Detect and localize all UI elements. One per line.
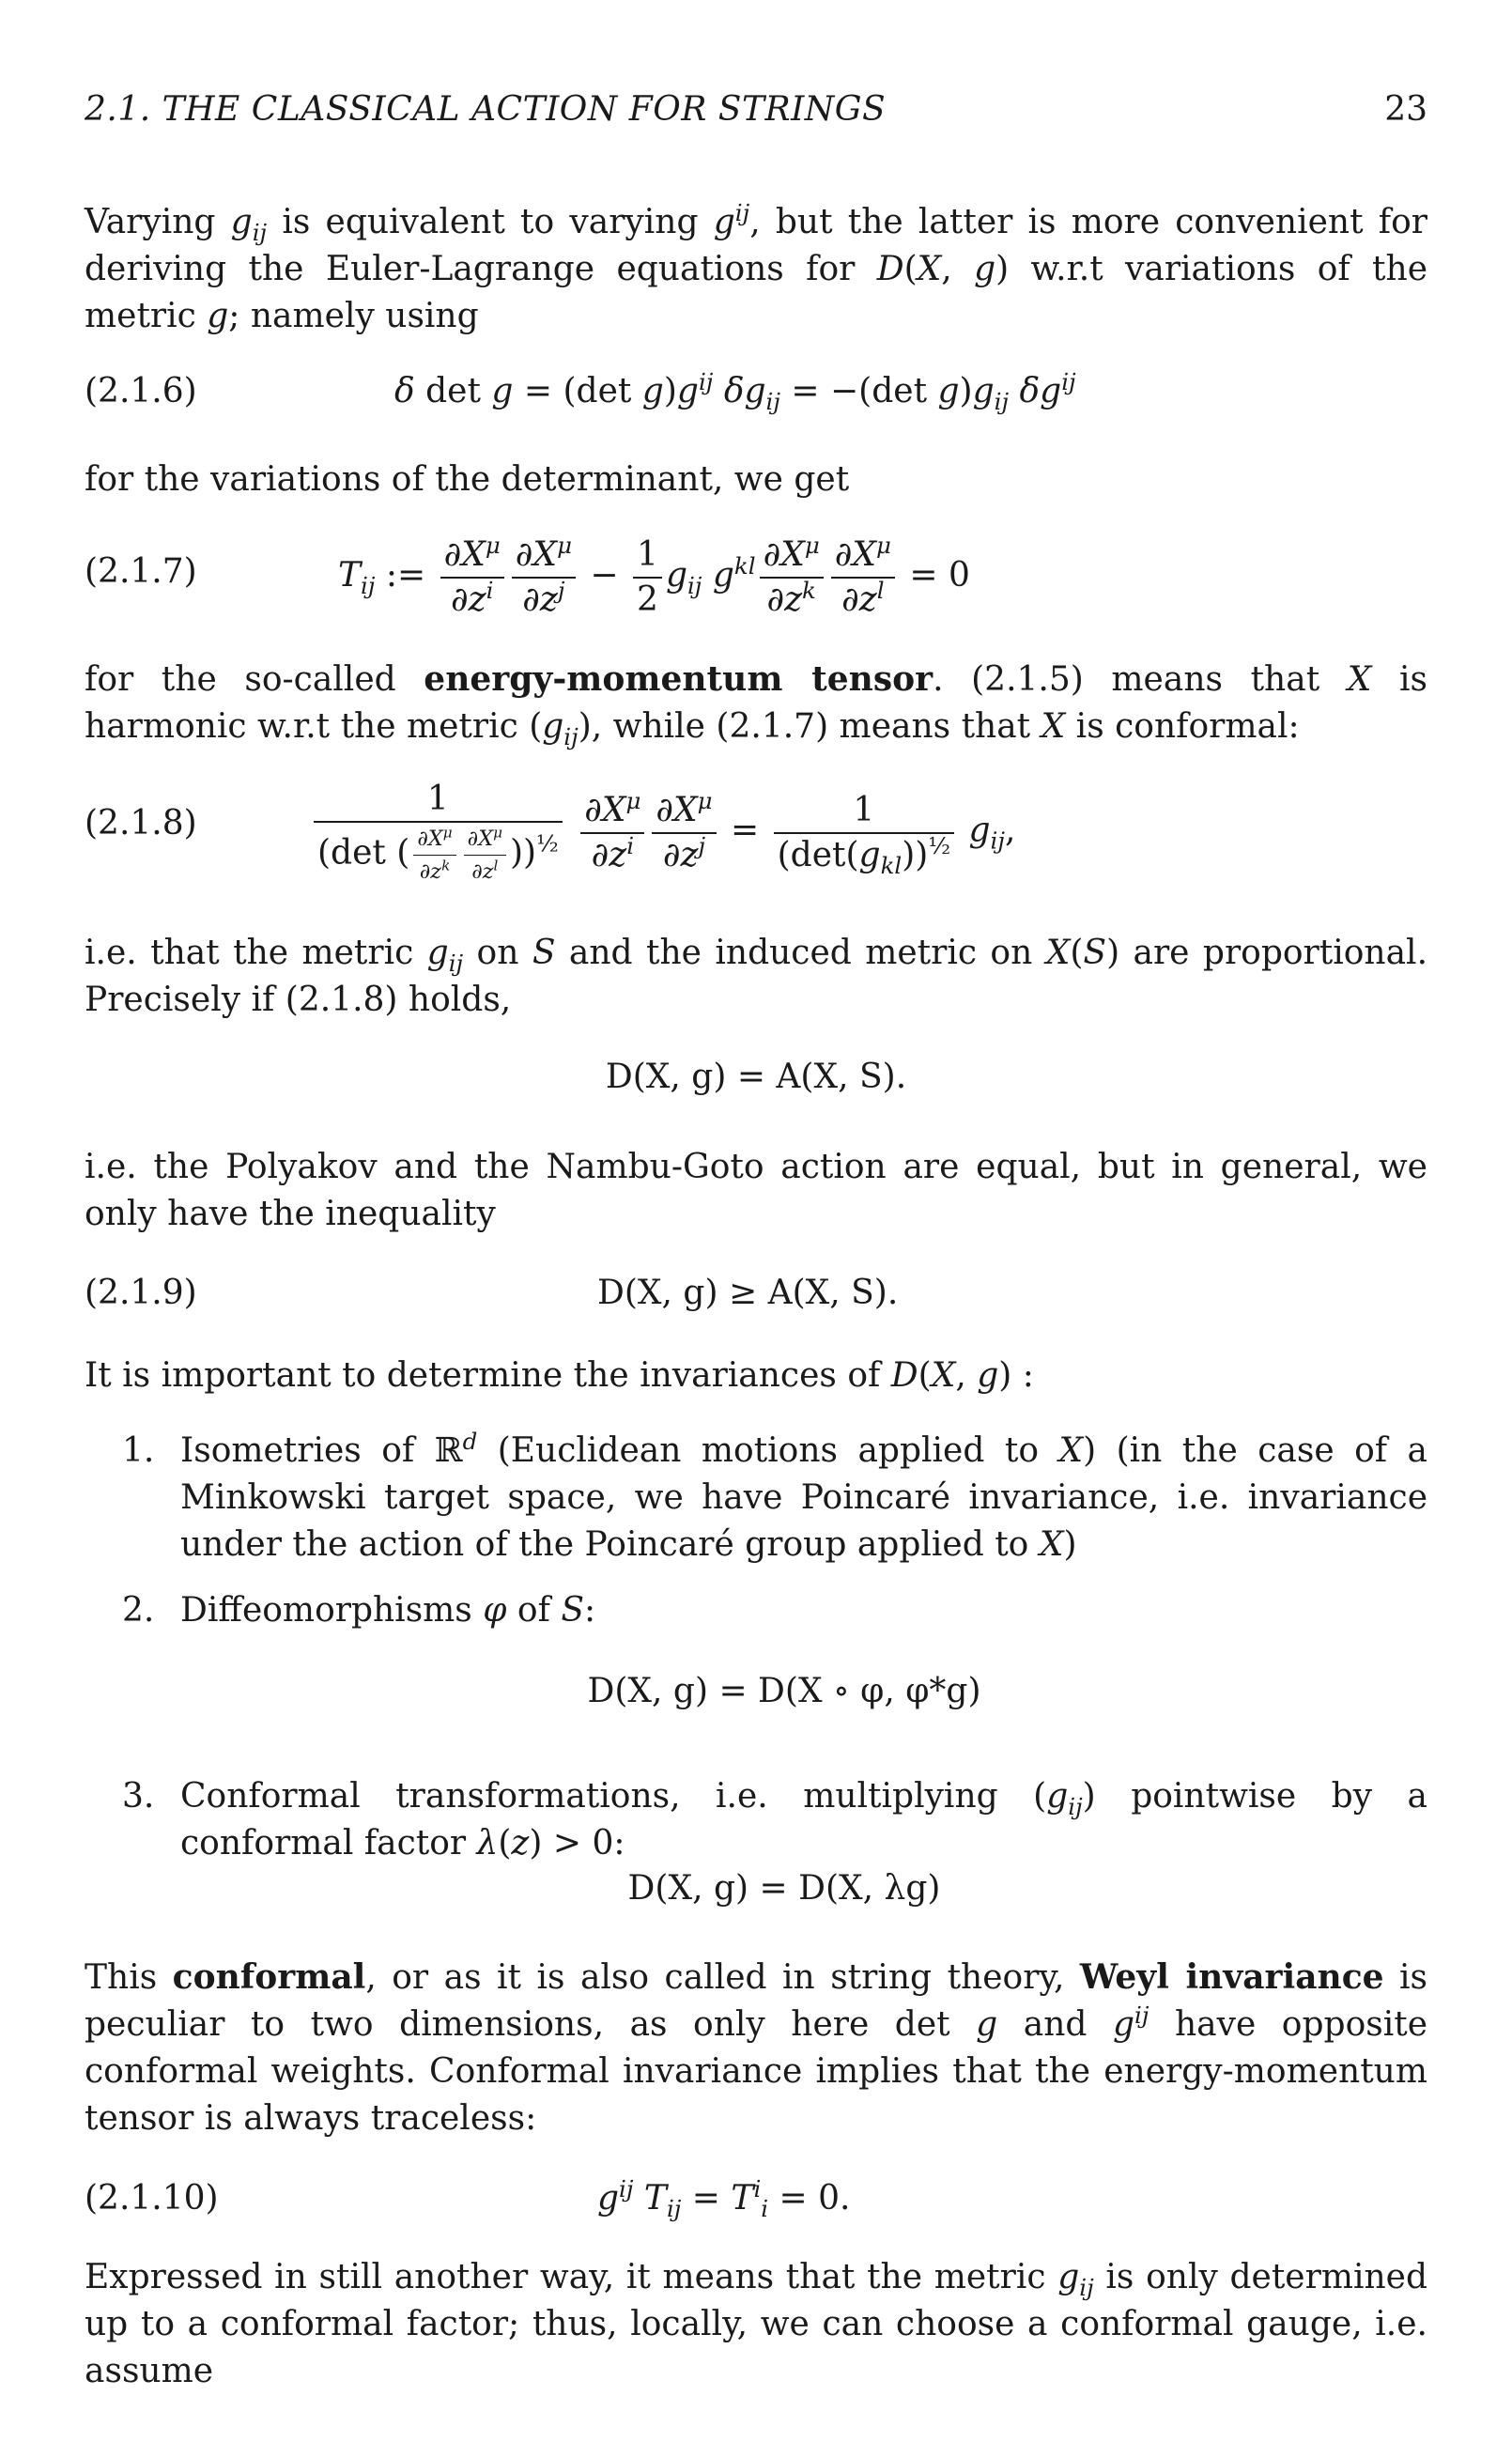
list-text: Conformal transformations, i.e. multiplying $(g_{ij})$ pointwise by a conformal factor λ(z) > 0:: [180, 1777, 1427, 1862]
paragraph-energy-momentum: for the so-called energy-momentum tensor. (2.1.5) means that X is harmonic w.r.t the metric $(g_{ij})$, while (2.1.7) means that X is conformal:: [85, 659, 1427, 751]
paragraph-variation-determinant: for the variations of the determinant, we get: [85, 460, 850, 499]
equation-diffeomorphism-invariance: D(X, g) = D(X ∘ φ, φ*g): [587, 1672, 981, 1710]
equation-polyakov-equals-nambu-goto: D(X, g) = A(X, S).: [605, 1058, 907, 1096]
section-title: 2.1. THE CLASSICAL ACTION FOR STRINGS: [85, 90, 887, 129]
list-text: Diffeomorphisms φ of S:: [180, 1591, 596, 1630]
list-text: Isometries of ℝ$^d$ (Euclidean motions applied to X) (in the case of a Minkowski target space, we have Poincaré invariance, i.e. invariance under the action of the Poincaré group applied to X): [180, 1428, 1428, 1564]
equation-body: $T_{ij}$ := $\frac{\partial X^\mu}{\partial z^i}$ $\frac{\partial X^\mu}{\partial z^j}$ − $\frac{1}{2}$ $g_{ij}$ $g^{kl}$ $\frac{\partial X^\mu}{\partial z^k}$ $\frac{\partial X^\mu}{\partial z^l}$ = 0: [338, 532, 970, 619]
equation-body: D(X, g) ≥ A(X, S).: [597, 1274, 899, 1312]
equation-body: 1 (det ( $\frac{\partial X^\mu}{\partial z^k}$ $\frac{\partial X^\mu}{\partial z^l}$ ))$^{\frac{1}{2}}$ $\frac{\partial X^\mu}{\partial z^i}$ $\frac{\partial X^\mu}{\partial z^j}$ = $\frac{1}{(\det(g_{kl}))^{\frac{1}{2}}}$ $g_{ij}$,: [310, 780, 1015, 886]
equation-2-1-9: [85, 1274, 1427, 1321]
equation-label: (2.1.6): [85, 372, 197, 410]
list-number: 1.: [122, 1431, 155, 1470]
equation-label: (2.1.8): [85, 804, 197, 842]
list-item-conformal-transformations: [122, 1773, 1427, 1867]
equation-2-1-7: [85, 532, 1427, 629]
list-number: 2.: [122, 1591, 155, 1630]
page-number: 23: [1384, 90, 1427, 129]
list-number: 3.: [122, 1777, 155, 1816]
term-energy-momentum-tensor: energy-momentum tensor: [424, 659, 933, 699]
running-head: [85, 90, 1427, 143]
list-item-diffeomorphisms: [122, 1587, 1427, 1634]
paragraph-metric-proportional: i.e. that the metric $g_{ij}$ on S and the induced metric on X(S) are proportional. Precisely if (2.1.8) holds,: [85, 934, 1428, 1019]
equation-2-1-8: [85, 780, 1427, 902]
paragraph-inequality: i.e. the Polyakov and the Nambu-Goto action are equal, but in general, we only have the inequality: [85, 1148, 1427, 1233]
paragraph-invariances: It is important to determine the invariances of D(X, g) :: [85, 1356, 1034, 1395]
paragraph-conformal-gauge: Expressed in still another way, it means that the metric $g_{ij}$ is only determined up to a conformal factor; thus, locally, we can choose a conformal gauge, i.e. assume: [85, 2258, 1428, 2390]
equation-2-1-10: [85, 2175, 1427, 2226]
equation-label: (2.1.7): [85, 552, 197, 591]
equation-body: δ det g = (det $g)g^{ij}$ $\delta g_{ij} = -(\det$ $g)g_{ij}$ $\delta g^{ij}$: [394, 368, 1076, 416]
equation-body: $g^{ij}$ $T_{ij} = T^i_i = 0$.: [597, 2175, 851, 2223]
paragraph-varying-metric: Varying $g_{ij}$ is equivalent to varying $g^{ij}$, but the latter is more convenient for deriving the Euler-Lagrange equations for D(X, g) w.r.t variations of the metric g; namely using: [85, 199, 1428, 335]
list-item-isometries: [122, 1428, 1427, 1569]
equation-2-1-6: [85, 368, 1427, 419]
equation-label: (2.1.10): [85, 2179, 219, 2218]
term-weyl-invariance: Weyl invariance: [1079, 1957, 1384, 1997]
equation-label: (2.1.9): [85, 1274, 197, 1312]
equation-conformal-invariance: D(X, g) = D(X, λg): [627, 1869, 941, 1908]
paragraph-weyl-invariance: This conformal, or as it is also called in string theory, Weyl invariance is peculiar to two dimensions, as only here det g and $g^{ij}$ have opposite conformal weights. Conformal invariance implies that the energy-momentum tensor is always traceless:: [85, 1957, 1428, 2138]
term-conformal: conformal: [172, 1957, 366, 1997]
